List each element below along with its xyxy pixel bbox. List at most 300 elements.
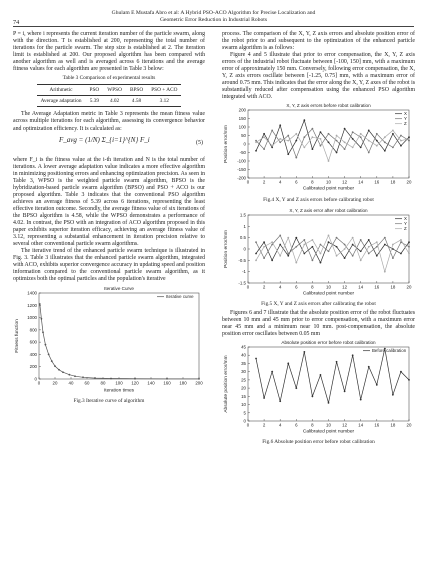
y-tick-label: 1.5: [239, 212, 246, 218]
x-tick-label: 60: [84, 380, 90, 386]
data-point: [336, 254, 338, 256]
x-tick-label: 20: [406, 422, 412, 428]
y-tick-label: 0.5: [239, 234, 246, 240]
data-point: [166, 378, 168, 380]
data-point: [263, 245, 265, 247]
data-point: [303, 243, 305, 245]
data-point: [295, 387, 297, 389]
y-tick-label: 200: [29, 364, 37, 370]
xyz-error-after-chart: [222, 206, 415, 296]
data-point: [376, 245, 378, 247]
data-point: [376, 140, 378, 142]
data-point: [295, 236, 297, 238]
x-tick-label: 12: [342, 179, 348, 185]
data-point: [303, 351, 305, 353]
data-point: [263, 137, 265, 139]
paragraph-right-3: Figures 6 and 7 illustrate that the absolute position error of the robot fluctuates between 10 mm and 45 mm prior to error compensation, with a maximum error near 45 mm and a minimum near 10 mm. post-compensation, the absolute position error oscillates between 0.05 mm: [222, 309, 415, 337]
data-point: [328, 402, 330, 404]
x-tick-label: 20: [406, 179, 412, 185]
data-point: [58, 369, 60, 371]
y-axis-label: Position error/mm: [224, 125, 229, 164]
data-point: [336, 152, 338, 154]
chart-title: X, Y, Z axis errors before robot calibration: [286, 103, 371, 109]
y-tick-label: 50: [241, 133, 246, 139]
fig4-caption: Fig.4 X, Y and Z axis errors before calibrating robot: [263, 196, 374, 203]
chart-title: X, Y, Z axis error after robot calibration: [289, 207, 368, 213]
legend-label: Iterative curve: [166, 294, 194, 300]
x-tick-label: 12: [342, 422, 348, 428]
legend-label: Z: [404, 225, 407, 231]
data-point: [69, 374, 71, 376]
data-point: [376, 145, 378, 147]
x-tick-label: 8: [311, 179, 314, 185]
data-point: [198, 378, 200, 380]
table-cell: Average adaptation: [37, 96, 86, 107]
data-point: [400, 145, 402, 147]
running-header-line1: Ghulam E Mustafa Abro et al: A Hybrid PSO-ACO Algorithm for Precise Localization and: [111, 10, 316, 16]
data-point: [287, 252, 289, 254]
data-point: [320, 243, 322, 245]
data-point: [255, 142, 257, 144]
data-point: [384, 142, 386, 144]
x-tick-label: 2: [262, 179, 266, 185]
x-tick-label: 4: [278, 284, 282, 290]
paragraph-left-1: P = i, where i represents the current iteration number of the particle swarm, along with the direction. T is established at 200, representing the total number of iterations for the particle swarm. The step size is established at 2. The iteration limit is established at 200. Our proposed algorithm has been compared with another algorithm as well and is averaged across 6 iterations and the average fitness values for each algorithm are presented in Table 3 below:: [13, 31, 205, 73]
data-point: [279, 234, 281, 236]
data-point: [320, 145, 322, 147]
chart-title: Iterative Curve: [104, 286, 134, 292]
data-point: [255, 140, 257, 142]
y-tick-label: 40: [241, 352, 246, 358]
x-tick-label: 200: [195, 380, 203, 386]
y-tick-label: 400: [29, 352, 37, 358]
paragraph-right-1: process. The comparison of the X, Y, Z axis errors and absolute position error of the robot prior to and subsequent to the optimization of the enhanced particle swarm algorithm is as follows:: [222, 31, 415, 52]
data-point: [336, 236, 338, 238]
data-point: [82, 377, 84, 379]
x-tick-label: 0: [246, 284, 250, 290]
legend-label: Y: [404, 220, 407, 226]
data-point: [328, 142, 330, 144]
data-point: [376, 241, 378, 243]
data-point: [51, 361, 53, 363]
paragraph-left-4: The iterative trend of the enhanced particle swarm technique is illustrated in Fig. 3. Table 3 illustrates that the enhanced particle swarm algorithm, integrated with ACO, exhibits superior convergence accuracy in updating speed and position information compared to the conventional particle swarm algorithm, as it optimizes both the optimal particles and the population's iterative: [13, 248, 205, 283]
data-point: [303, 252, 305, 254]
data-point: [408, 241, 410, 243]
x-tick-label: 14: [358, 422, 364, 428]
y-tick-label: -200: [237, 175, 246, 181]
running-header-line2: Geometric Error Reduction in Industrial Robots: [159, 17, 268, 24]
data-point: [344, 128, 346, 130]
series-line: [256, 235, 409, 260]
data-point: [368, 245, 370, 247]
data-point: [255, 252, 257, 254]
plot-frame: [248, 347, 409, 421]
x-tick-label: 20: [406, 284, 412, 290]
data-point: [328, 161, 330, 163]
data-point: [320, 374, 322, 376]
data-point: [384, 150, 386, 152]
data-point: [400, 252, 402, 254]
data-point: [271, 130, 273, 132]
table-header-cell: PSO + ACO: [147, 85, 181, 96]
data-point: [295, 261, 297, 263]
data-point: [328, 133, 330, 135]
data-point: [368, 140, 370, 142]
data-point: [48, 354, 50, 356]
data-point: [263, 149, 265, 151]
data-point: [39, 304, 41, 306]
data-point: [295, 133, 297, 135]
data-point: [400, 371, 402, 373]
data-point: [344, 149, 346, 151]
data-point: [344, 257, 346, 259]
data-point: [360, 147, 362, 149]
equation-body: F_avg = (1/N) Σ_{i=1}^{N} F_i: [59, 135, 150, 144]
data-point: [368, 252, 370, 254]
y-tick-label: -1: [242, 268, 246, 274]
table-header-cell: BPSO: [126, 85, 147, 96]
y-tick-label: 600: [29, 340, 37, 346]
data-point: [400, 239, 402, 241]
data-point: [263, 257, 265, 259]
data-point: [287, 140, 289, 142]
data-point: [328, 241, 330, 243]
data-point: [360, 239, 362, 241]
data-point: [408, 140, 410, 142]
data-point: [392, 133, 394, 135]
data-point: [287, 254, 289, 256]
iterative-curve-chart: [13, 283, 205, 393]
y-tick-label: 45: [241, 344, 246, 350]
data-point: [312, 395, 314, 397]
figure-6: [222, 338, 415, 446]
y-axis-label: Fitness function: [15, 319, 20, 354]
x-tick-label: 2: [262, 422, 266, 428]
data-point: [74, 376, 76, 378]
plot-frame: [248, 110, 409, 178]
x-tick-label: 16: [374, 422, 380, 428]
data-point: [360, 259, 362, 261]
paragraph-right-2: Figure 4 and 5 illustrate that prior to error compensation, the X, Y, Z axis errors of the industrial robot fluctuate between [-100, 150] mm, with a maximum error of approximately 150 mm. Conversely, following error compensation, the X, Y, Z axis errors oscillate between [-1.25, 0.75] mm, with a maximum error of around 0.75 mm. This indicates that the error along the X, Y, Z axes of the robot is substantially reduced after compensation using the enhanced PSO algorithm integrated with ACO.: [222, 52, 415, 101]
page-number: 74: [13, 19, 20, 26]
y-tick-label: -150: [237, 167, 246, 173]
data-point: [352, 236, 354, 238]
table-header-row: [37, 85, 182, 96]
x-tick-label: 16: [374, 284, 380, 290]
series-line: [256, 348, 409, 402]
data-point: [287, 236, 289, 238]
data-point: [312, 149, 314, 151]
data-point: [376, 384, 378, 386]
figure-3: [13, 283, 205, 405]
data-point: [344, 142, 346, 144]
data-point: [271, 371, 273, 373]
data-point: [336, 140, 338, 142]
data-point: [303, 239, 305, 241]
y-tick-label: 20: [241, 385, 246, 391]
data-point: [271, 259, 273, 261]
figure-5: [222, 206, 415, 308]
series-line: [256, 129, 409, 158]
legend-label: X: [404, 111, 407, 117]
table-header-cell: Arithmetic: [37, 85, 86, 96]
plot-frame: [248, 215, 409, 283]
x-axis-label: Calibrated point number: [302, 186, 355, 192]
table-cell: 4.58: [126, 96, 147, 107]
data-point: [360, 137, 362, 139]
data-point: [352, 243, 354, 245]
data-point: [352, 254, 354, 256]
x-tick-label: 100: [115, 380, 123, 386]
paragraph-left-3: where F_i is the fitness value at the i-th iteration and N is the total number of iterations. A lower average adaptation value indicates a more effective algorithm in minimizing positioning errors and enhancing optimization precision. As seen in Table 3, WPSO is the weighted particle swarm algorithm, BPSO is the hybridization-based particle swarm algorithm (BPSO) and PSO + ACO is our proposed algorithm. Table 3 indicates that the conventional PSO algorithm achieves an average fitness of 5.39 across 6 iterations, representing the least effective iteration outcome. Secondly, the average fitness value of six iterations of the BPSO algorithm is 4.58, while the WPSO demonstrates a performance of 4.02. In contrast, the PSO with an integration of ACO algorithm proposed in this paper exhibits superior iteration efficacy, achieving an average fitness value of 3.12, representing a substantial enhancement in iteration precision relative to several other conventional particle swarm algorithms.: [13, 156, 205, 248]
data-point: [392, 243, 394, 245]
data-point: [41, 318, 43, 320]
data-point: [400, 135, 402, 137]
data-point: [54, 366, 56, 368]
x-tick-label: 6: [295, 284, 298, 290]
x-tick-label: 12: [342, 284, 348, 290]
data-point: [408, 245, 410, 247]
x-tick-label: 18: [390, 422, 396, 428]
data-point: [384, 243, 386, 245]
x-tick-label: 4: [278, 179, 282, 185]
data-point: [336, 245, 338, 247]
right-column: [222, 31, 415, 448]
data-point: [94, 378, 96, 380]
x-tick-label: 4: [278, 422, 282, 428]
results-table: [37, 84, 182, 107]
data-point: [110, 378, 112, 380]
y-tick-label: -1.5: [238, 280, 246, 286]
data-point: [279, 243, 281, 245]
x-tick-label: 160: [163, 380, 171, 386]
x-tick-label: 6: [295, 179, 298, 185]
fig6-caption: Fig.6 Absolute position error before robot calibration: [262, 438, 375, 445]
data-point: [336, 135, 338, 137]
data-point: [384, 137, 386, 139]
figure-4: [222, 101, 415, 203]
x-tick-label: 14: [358, 179, 364, 185]
fig3-caption: Fig.3 Iterative curve of algorithm: [73, 398, 145, 405]
data-point: [352, 138, 354, 140]
data-point: [255, 150, 257, 152]
x-tick-label: 14: [358, 284, 364, 290]
legend-label: Before calibration: [372, 347, 407, 353]
x-tick-label: 6: [295, 422, 298, 428]
legend-label: X: [404, 215, 407, 221]
y-tick-label: 100: [238, 124, 246, 130]
series-line: [40, 305, 199, 380]
table-header-cell: PSO: [86, 85, 104, 96]
running-header: [0, 10, 427, 25]
data-point: [287, 135, 289, 137]
x-axis-label: Calibrated point number: [302, 291, 355, 296]
y-tick-label: 10: [241, 401, 246, 407]
x-axis-label: Iteration times: [103, 388, 135, 394]
y-tick-label: 0: [34, 376, 37, 382]
xyz-error-before-chart: [222, 101, 415, 191]
data-point: [368, 152, 370, 154]
table-cell: 3.12: [147, 96, 181, 107]
y-tick-label: 0: [243, 141, 246, 147]
data-point: [312, 137, 314, 139]
data-point: [352, 147, 354, 149]
data-point: [392, 130, 394, 132]
y-tick-label: 5: [243, 410, 246, 416]
x-tick-label: 2: [262, 284, 266, 290]
table-cell: 5.39: [86, 96, 104, 107]
y-tick-label: 150: [238, 116, 246, 122]
x-tick-label: 10: [326, 422, 331, 428]
y-tick-label: 25: [241, 377, 246, 383]
data-point: [303, 137, 305, 139]
data-point: [255, 357, 257, 359]
series-line: [256, 131, 409, 162]
data-point: [45, 344, 47, 346]
x-tick-label: 16: [374, 179, 380, 185]
y-tick-label: -50: [239, 150, 246, 156]
data-point: [384, 236, 386, 238]
data-point: [312, 239, 314, 241]
x-tick-label: 120: [131, 380, 139, 386]
x-tick-label: 0: [37, 380, 41, 386]
x-tick-label: 10: [326, 284, 331, 290]
left-column: [13, 31, 205, 408]
data-point: [336, 361, 338, 363]
x-tick-label: 20: [52, 380, 58, 386]
data-point: [312, 128, 314, 130]
data-point: [279, 142, 281, 144]
x-tick-label: 140: [147, 380, 155, 386]
data-point: [392, 147, 394, 149]
y-tick-label: 200: [238, 107, 246, 113]
data-point: [255, 241, 257, 243]
legend-label: Z: [404, 121, 407, 127]
data-point: [320, 138, 322, 140]
data-point: [360, 250, 362, 252]
data-point: [408, 379, 410, 381]
data-point: [312, 259, 314, 261]
x-tick-label: 40: [68, 380, 74, 386]
y-tick-label: -0.5: [238, 257, 246, 263]
data-point: [368, 130, 370, 132]
y-tick-label: 800: [29, 327, 37, 333]
data-point: [271, 147, 273, 149]
paragraph-left-2: The Average Adaptation metric in Table 3 represents the mean fitness value across multiple iterations for each algorithm, assessing its convergence behavior and optimization efficiency. It is calculated as:: [13, 111, 205, 132]
data-point: [263, 241, 265, 243]
data-point: [408, 252, 410, 254]
x-tick-label: 10: [326, 179, 331, 185]
data-point: [279, 400, 281, 402]
data-point: [400, 140, 402, 142]
data-point: [312, 245, 314, 247]
data-point: [263, 397, 265, 399]
table-header-cell: WPSO: [103, 85, 126, 96]
y-tick-label: 1200: [27, 303, 37, 309]
data-point: [360, 399, 362, 401]
x-tick-label: 8: [311, 284, 314, 290]
y-tick-label: -100: [237, 158, 246, 164]
y-axis-label: Absolute position error/mm: [224, 355, 229, 413]
plot-frame: [39, 293, 199, 379]
data-point: [42, 332, 44, 334]
data-point: [360, 133, 362, 135]
y-axis-label: Position error/mm: [224, 229, 229, 268]
y-tick-label: 0: [243, 246, 246, 252]
data-point: [287, 362, 289, 364]
y-tick-label: 0: [243, 418, 246, 424]
data-point: [303, 120, 305, 122]
data-point: [287, 154, 289, 156]
x-tick-label: 180: [179, 380, 187, 386]
data-point: [320, 261, 322, 263]
data-point: [303, 147, 305, 149]
data-point: [392, 394, 394, 396]
data-point: [320, 252, 322, 254]
y-tick-label: 1000: [27, 315, 37, 321]
data-point: [328, 234, 330, 236]
x-tick-label: 80: [100, 380, 106, 386]
x-tick-label: 0: [246, 179, 250, 185]
fig5-caption: Fig.5 X, Y and Z axis errors after calibrating the robot: [261, 300, 376, 307]
x-tick-label: 8: [311, 422, 314, 428]
data-point: [384, 270, 386, 272]
table-cell: 4.02: [103, 96, 126, 107]
y-tick-label: 30: [241, 369, 246, 375]
data-point: [295, 140, 297, 142]
absolute-error-before-chart: [222, 338, 415, 434]
data-point: [279, 138, 281, 140]
data-point: [352, 354, 354, 356]
x-axis-label: Calibrated point number: [302, 429, 355, 434]
data-point: [263, 133, 265, 135]
y-tick-label: 1400: [27, 290, 37, 296]
data-point: [344, 248, 346, 250]
y-tick-label: 35: [241, 360, 246, 366]
data-point: [376, 133, 378, 135]
equation-number: (5): [196, 139, 203, 146]
data-point: [255, 259, 257, 261]
data-point: [408, 137, 410, 139]
header-rule: [13, 26, 414, 27]
data-point: [295, 245, 297, 247]
data-point: [392, 248, 394, 250]
data-point: [344, 243, 346, 245]
x-tick-label: 18: [390, 284, 396, 290]
data-point: [320, 132, 322, 134]
table3-caption: Table 3 Comparison of experimental results: [62, 75, 156, 82]
table-row: [37, 96, 182, 107]
data-point: [328, 250, 330, 252]
data-point: [368, 366, 370, 368]
equation-5: [13, 135, 205, 155]
data-point: [279, 254, 281, 256]
data-point: [368, 239, 370, 241]
chart-title: Absolute position error before robot calibration: [281, 339, 376, 345]
data-point: [392, 257, 394, 259]
data-point: [279, 125, 281, 127]
data-point: [352, 132, 354, 134]
data-point: [134, 378, 136, 380]
data-point: [271, 241, 273, 243]
data-point: [271, 145, 273, 147]
data-point: [376, 254, 378, 256]
data-point: [408, 138, 410, 140]
y-tick-label: 1: [243, 223, 246, 229]
data-point: [295, 157, 297, 159]
x-tick-label: 18: [390, 179, 396, 185]
y-tick-label: 15: [241, 393, 246, 399]
